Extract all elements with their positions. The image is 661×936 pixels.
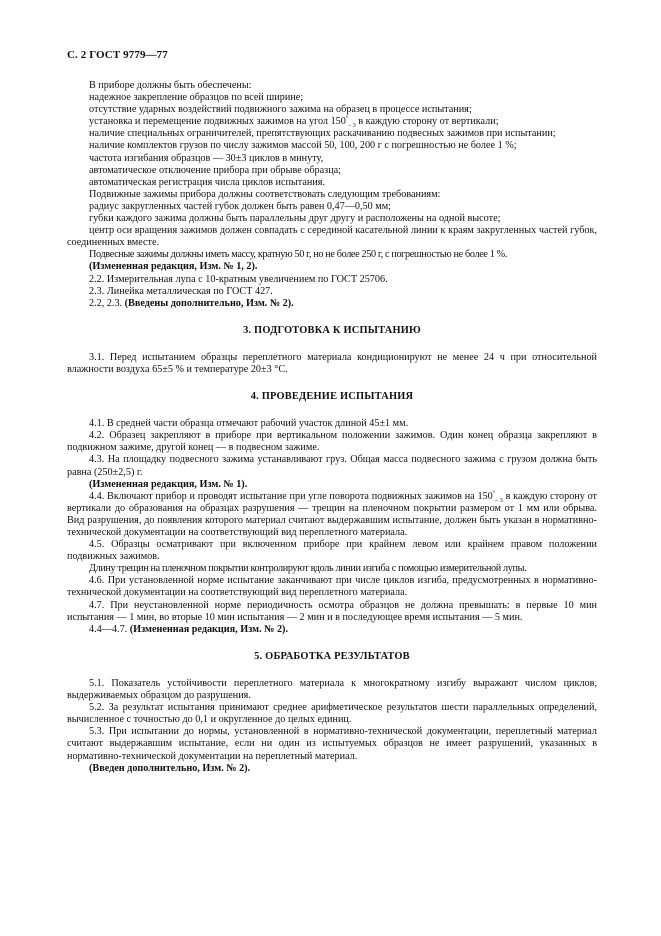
clause-4-6: 4.6. При установленной норме испытание заканчивают при числе циклов изгиба, предусмотренных в нормативно-технической документации на соответствующий вид переплетного материала.: [67, 575, 597, 599]
clause-4-1: 4.1. В средней части образца отмечают рабочий участок длиной 45±1 мм.: [89, 418, 409, 430]
requirement-item: автоматическое отключение прибора при обрыве образца;: [89, 164, 341, 176]
revision-note: (Введены дополнительно, Изм. № 2).: [124, 297, 294, 309]
clause-4-4-text: 4.4. Включают прибор и проводят испытание при угле поворота подвижных зажимов на 150: [89, 490, 493, 502]
angle-tolerance: – 3: [348, 123, 356, 130]
clause-3-1: 3.1. Перед испытанием образцы переплетного материала кондиционируют не менее 24 ч при относительной влажности воздуха 65±5 % и температуре 20±3 °С.: [67, 351, 597, 375]
angle-text-end: в каждую сторону от вертикали;: [355, 116, 499, 128]
clause-2-2: 2.2. Измерительная лупа с 10-кратным увеличением по ГОСТ 25706.: [89, 273, 388, 285]
requirement-item-angle: [67, 116, 597, 128]
clause-2-3: 2.3. Линейка металлическая по ГОСТ 427.: [89, 285, 273, 297]
section-3-title: 3. ПОДГОТОВКА К ИСПЫТАНИЮ: [243, 324, 421, 336]
requirement-item: Подвижные зажимы прибора должны соответствовать следующим требованиям:: [89, 188, 441, 200]
revision-note: (Измененная редакция, Изм. № 1, 2).: [89, 261, 258, 273]
clause-2-2-2-3-note: [67, 298, 597, 310]
equipment-intro: В приборе должны быть обеспечены:: [89, 80, 252, 91]
page-header: С. 2 ГОСТ 9779—77: [67, 49, 168, 61]
clause-4-2: 4.2. Образец закрепляют в приборе при вертикальном положении зажимов. Один конец образца закрепляют в подвижном зажиме, другой конец — в подвесном зажиме.: [67, 430, 597, 454]
revision-note: (Введен дополнительно, Изм. № 2).: [89, 762, 251, 774]
clause-4-4-text-end: в каждую сторону от вертикали до образования на образцах разрушения — трещин на пленочном покрытии размером от 1 мм или обрыва. Вид разрушения, до появления которого материал считают выдержавшим испытание, должен быть указан в нормативно-технической документации на соответствующий вид переплетного материала.: [67, 490, 598, 538]
section-4-title: 4. ПРОВЕДЕНИЕ ИСПЫТАНИЯ: [250, 391, 414, 403]
requirement-item: наличие комплектов грузов по числу зажимов массой 50, 100, 200 г с погрешностью не более 1 %;: [89, 140, 517, 152]
clause-5-2: 5.2. За результат испытания принимают среднее арифметическое результатов шести параллельных определений, вычисленное с точностью до 0,1 и округленное до целых единиц.: [67, 702, 597, 726]
requirement-item: радиус закругленных частей губок должен быть равен 0,47—0,50 мм;: [89, 200, 391, 212]
clause-4-5-extra: Длину трещин на пленочном покрытии контролируют вдоль линии изгиба с помощью измерительной лупы.: [89, 563, 527, 575]
requirement-item: губки каждого зажима должны быть параллельны друг другу и расположены на одной высоте;: [89, 213, 501, 225]
degree-sign: °: [345, 115, 349, 122]
clause-4-4-4-7-note: [67, 624, 597, 636]
angle-tolerance: – 3: [495, 497, 503, 504]
clause-4-3: 4.3. На площадку подвесного зажима устанавливают груз. Общая масса подвесного зажима с грузом должна быть равна (250±2,5) г.: [67, 454, 597, 478]
clause-number: 2.2, 2.3.: [89, 297, 125, 309]
requirement-item: наличие специальных ограничителей, препятствующих раскачиванию подвесных зажимов при испытании;: [89, 128, 556, 140]
clause-4-7: 4.7. При неустановленной норме периодичность осмотра образцов не должна превышать: в первые 10 мин испытания — 1 мин, во вторые 10 мин испытания — 2 мин и в последующее время испытания — 5 мин.: [67, 599, 597, 623]
clause-4-5: 4.5. Образцы осматривают при включенном приборе при крайнем левом или крайнем правом положении подвижных зажимов.: [67, 539, 597, 563]
section-5-title: 5. ОБРАБОТКА РЕЗУЛЬТАТОВ: [254, 650, 410, 662]
revision-note: (Измененная редакция, Изм. № 1).: [89, 478, 248, 490]
clause-5-3: 5.3. При испытании до нормы, установленной в нормативно-технической документации, переплетный материал считают выдержавшим испытание, если ни один из испытуемых образцов не имеет разрушений, указанных в нормативно-технической документации на переплетный материал.: [67, 726, 597, 762]
document-body: [67, 80, 597, 775]
requirement-item: центр оси вращения зажимов должен совпадать с серединой касательной линии к краям закругленных частей губок, соединенных вместе.: [67, 225, 597, 249]
angle-text: установка и перемещение подвижных зажимов на угол 150: [89, 116, 346, 128]
requirement-item: Подвесные зажимы должны иметь массу, кратную 50 г, но не более 250 г, с погрешностью не более 1 %.: [89, 249, 508, 261]
revision-note: (Измененная редакция, Изм. № 2).: [129, 623, 288, 635]
requirement-item: частота изгибания образцов — 30±3 циклов в минуту,: [89, 152, 324, 164]
requirement-item: автоматическая регистрация числа циклов испытания.: [89, 176, 326, 188]
clause-5-1: 5.1. Показатель устойчивости переплетного материала к многократному изгибу выражают числом циклов, выдерживаемых образцом до разрушения.: [67, 677, 597, 702]
degree-sign: °: [492, 490, 496, 497]
requirement-item: отсутствие ударных воздействий подвижного зажима на образец в процессе испытания;: [89, 104, 472, 116]
requirement-item: надежное закрепление образцов по всей ширине;: [89, 92, 304, 104]
clause-number: 4.4—4.7.: [89, 623, 130, 635]
clause-4-4: [67, 491, 597, 539]
